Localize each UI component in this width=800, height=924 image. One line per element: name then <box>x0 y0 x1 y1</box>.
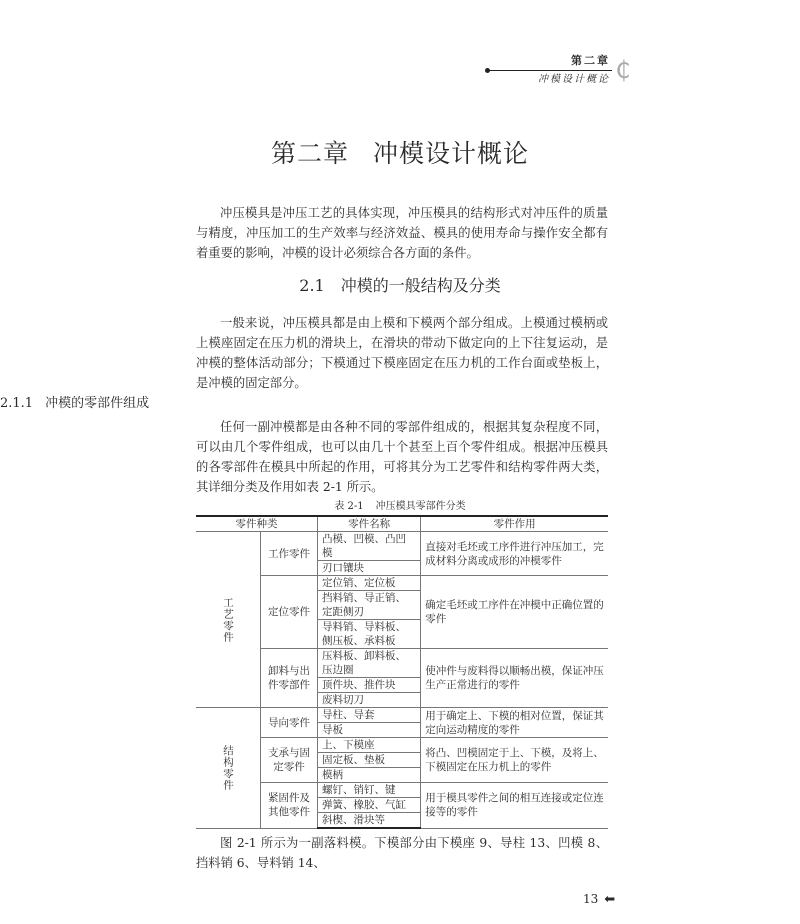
table-caption-title: 冲压模具零部件分类 <box>375 501 466 512</box>
part-name-cell: 刃口镶块 <box>318 561 421 576</box>
part-name-cell: 挡料销、导正销、定距侧刃 <box>318 591 421 620</box>
table-row <box>196 708 608 723</box>
table-header-row <box>196 516 608 532</box>
function-cell: 直接对毛坯或工序件进行冲压加工，完成材料分离或成形的冲模零件 <box>421 532 608 576</box>
table-caption-number: 表 2-1 <box>334 501 364 512</box>
part-name-cell: 导料销、导料板、侧压板、承料板 <box>318 620 421 649</box>
page-footer <box>583 891 800 908</box>
category-cell: 定位零件 <box>261 576 318 649</box>
subsection-paragraph: 任何一副冲模都是由各种不同的零部件组成的，根据其复杂程度不同，可以由几个零件组成，也可以由几十个甚至上百个零件组成。根据冲压模具的各零部件在模具中所起的作用，可将其分为工艺零件和结构零件两大类，其详细分类及作用如表 2-1 所示。 <box>196 420 608 494</box>
parts-table <box>196 515 608 829</box>
part-name-cell: 导柱、导套 <box>318 708 421 723</box>
part-name-cell: 定位销、定位板 <box>318 576 421 591</box>
part-name-cell: 导板 <box>318 723 421 738</box>
section-title: 冲模的一般结构及分类 <box>340 276 501 295</box>
part-name-cell: 顶件块、推件块 <box>318 678 421 693</box>
category-cell: 导向零件 <box>261 708 318 738</box>
figure-paragraph: 图 2-1 所示为一副落料模。下模部分由下模座 9、导柱 13、凹模 8、挡料销 6、导料销 14、 <box>196 836 608 870</box>
header-name: 零件名称 <box>318 516 421 532</box>
function-cell: 使冲件与废料得以顺畅出模，保证冲压生产正常进行的零件 <box>421 649 608 708</box>
part-name-cell: 斜楔、滑块等 <box>318 813 421 829</box>
section-heading <box>0 275 800 297</box>
category-cell: 工作零件 <box>261 532 318 576</box>
running-header-subtitle: 冲模设计概论 <box>538 74 610 85</box>
function-cell: 用于模具零件之间的相互连接或定位连接等的零件 <box>421 783 608 829</box>
running-header-chapter: 第二章 <box>571 54 610 67</box>
c-logo-icon: ₵ <box>615 56 631 84</box>
subsection-title: 冲模的零部件组成 <box>45 396 150 411</box>
left-arrow-icon: ⬅ <box>604 892 616 907</box>
category-cell: 支承与固定零件 <box>261 738 318 783</box>
group-cell: 结构零件 <box>196 708 261 829</box>
group-cell: 工艺零件 <box>196 532 261 708</box>
chapter-title <box>0 138 800 170</box>
category-cell: 紧固件及其他零件 <box>261 783 318 829</box>
part-name-cell: 废料切刀 <box>318 693 421 708</box>
chapter-name: 冲模设计概论 <box>373 139 530 168</box>
table-row <box>196 532 608 561</box>
part-name-cell: 上、下模座 <box>318 738 421 753</box>
part-name-cell: 凸模、凹模、凸凹模 <box>318 532 421 561</box>
part-name-cell: 螺钉、销钉、键 <box>318 783 421 798</box>
table-caption <box>0 500 800 513</box>
subsection-number: 2.1.1 <box>0 396 34 411</box>
header-function: 零件作用 <box>421 516 608 532</box>
function-cell: 确定毛坯或工序件在冲模中正确位置的零件 <box>421 576 608 649</box>
subsection-heading <box>0 395 412 413</box>
part-name-cell: 模柄 <box>318 768 421 783</box>
page-number: 13 <box>583 892 599 906</box>
intro-paragraph: 冲压模具是冲压工艺的具体实现，冲压模具的结构形式对冲压件的质量与精度，冲压加工的生产效率与经济效益、模具的使用寿命与操作安全都有着重要的影响，冲模的设计必须综合各方面的条件。 <box>196 206 608 260</box>
section-paragraph: 一般来说，冲压模具都是由上模和下模两个部分组成。上模通过模柄或上模座固定在压力机的滑块上，在滑块的带动下做定向的上下往复运动，是冲模的整体活动部分；下模通过下模座固定在压力机的工作台面或垫板上，是冲模的固定部分。 <box>196 316 608 390</box>
header-category: 零件种类 <box>196 516 318 532</box>
part-name-cell: 压料板、卸料板、压边圈 <box>318 649 421 678</box>
category-cell: 卸料与出件零部件 <box>261 649 318 708</box>
section-number: 2.1 <box>299 276 325 295</box>
part-name-cell: 弹簧、橡胶、气缸 <box>318 798 421 813</box>
function-cell: 将凸、凹模固定于上、下模，及将上、下模固定在压力机上的零件 <box>421 738 608 783</box>
part-name-cell: 固定板、垫板 <box>318 753 421 768</box>
function-cell: 用于确定上、下模的相对位置，保证其定向运动精度的零件 <box>421 708 608 738</box>
chapter-number: 第二章 <box>270 139 349 168</box>
